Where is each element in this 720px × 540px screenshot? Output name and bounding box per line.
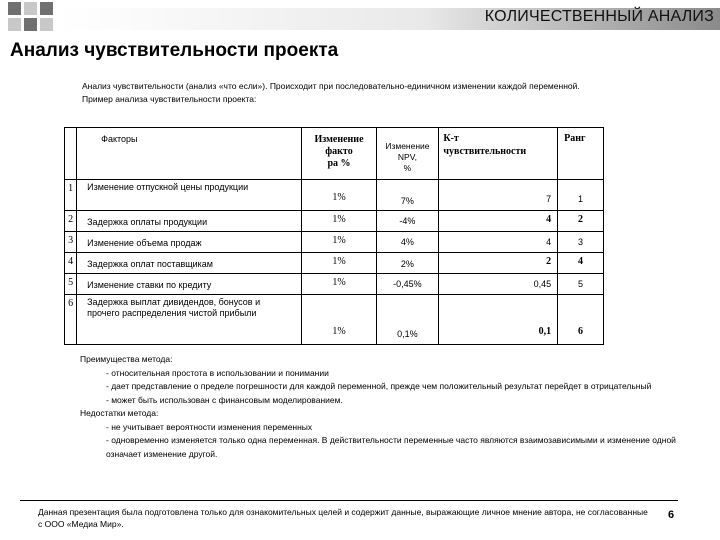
disadvantages-title: Недостатки метода: xyxy=(80,408,159,418)
table-row xyxy=(65,253,604,274)
row-npv-change: 0,1% xyxy=(376,295,439,345)
row-num: 3 xyxy=(65,232,77,253)
header-change-line-2: факто xyxy=(325,146,353,157)
row-factor-change: 1% xyxy=(302,295,376,345)
corner-squares-logo xyxy=(0,0,60,32)
row-rank: 3 xyxy=(558,232,604,253)
header-coef-line-2: чувствительности xyxy=(443,146,527,157)
row-factor: Изменение объема продаж xyxy=(77,232,302,253)
header-factors: Факторы xyxy=(77,128,302,180)
footer-divider xyxy=(20,500,678,501)
page-number: 6 xyxy=(668,509,675,521)
table-row xyxy=(65,180,604,211)
intro-text xyxy=(82,80,580,106)
row-num: 6 xyxy=(65,295,77,345)
table-row xyxy=(65,211,604,232)
section-title: КОЛИЧЕСТВЕННЫЙ АНАЛИЗ xyxy=(484,8,714,25)
method-notes xyxy=(80,353,696,461)
header-factor-change xyxy=(302,128,376,180)
row-rank: 1 xyxy=(558,180,604,211)
row-factor-change: 1% xyxy=(302,253,376,274)
table-header-row xyxy=(65,128,604,180)
row-coef: 0,45 xyxy=(439,274,558,295)
intro-line-1: Анализ чувствительности (анализ «что если»). Происходит при последовательно-единичном изменении каждой переменной. xyxy=(82,81,580,91)
row-factor-change: 1% xyxy=(302,211,376,232)
row-num: 2 xyxy=(65,211,77,232)
header-change-line-3: ра % xyxy=(327,158,351,169)
row-factor: Изменение ставки по кредиту xyxy=(77,274,302,295)
row-rank: 4 xyxy=(558,253,604,274)
advantage-item: - может быть использован с финансовым моделированием. xyxy=(106,394,343,405)
disadvantage-item: - одновременно изменяется только одна переменная. В действительности переменные часто являются взаимозависимыми и изменение одной означает изменение другой. xyxy=(106,435,676,459)
header-npv-line-2: NPV, xyxy=(397,152,417,162)
header-npv-line-3: % xyxy=(403,163,412,173)
row-factor: Изменение отпускной цены продукции xyxy=(77,180,302,211)
advantage-item: - дает представление о пределе погрешности для каждой переменной, прежде чем положительный результат перейдет в отрицательный xyxy=(106,381,652,391)
row-coef: 4 xyxy=(439,232,558,253)
header-npv-change xyxy=(376,128,439,180)
row-rank: 5 xyxy=(558,274,604,295)
row-npv-change: 2% xyxy=(376,253,439,274)
disadvantage-item: - не учитывает вероятности изменения переменных xyxy=(106,421,313,432)
row-factor-change: 1% xyxy=(302,180,376,211)
row-num: 5 xyxy=(65,274,77,295)
header-num-cell xyxy=(65,128,77,180)
table-row xyxy=(65,274,604,295)
intro-line-2: Пример анализа чувствительности проекта: xyxy=(82,94,257,104)
row-npv-change: 7% xyxy=(376,180,439,211)
row-rank: 6 xyxy=(558,295,604,345)
header-coef-line-1: К-т xyxy=(443,133,459,144)
row-factor-change: 1% xyxy=(302,232,376,253)
header-change-line-1: Изменение xyxy=(314,134,364,145)
row-coef: 7 xyxy=(439,180,558,211)
row-rank: 2 xyxy=(558,211,604,232)
row-num: 1 xyxy=(65,180,77,211)
header-sensitivity-coef xyxy=(439,128,558,180)
row-factor: Задержка оплат поставщикам xyxy=(77,253,302,274)
row-coef: 4 xyxy=(439,211,558,232)
advantage-item: - относительная простота в использовании и понимании xyxy=(106,367,329,378)
header-npv-line-1: Изменение xyxy=(385,141,430,151)
footer-disclaimer: Данная презентация была подготовлена только для ознакомительных целей и содержит данные, выражающие личное мнение автора, не согласованные с ООО «Медиа Мир». xyxy=(38,507,648,529)
row-factor: Задержка выплат дивидендов, бонусов и прочего распределения чистой прибыли xyxy=(77,295,302,345)
table-row xyxy=(65,295,604,345)
row-coef: 0,1 xyxy=(439,295,558,345)
header-rank: Ранг xyxy=(558,128,604,180)
row-factor-change: 1% xyxy=(302,274,376,295)
sensitivity-table xyxy=(64,127,604,345)
row-num: 4 xyxy=(65,253,77,274)
advantages-title: Преимущества метода: xyxy=(80,354,173,364)
table-row xyxy=(65,232,604,253)
row-coef: 2 xyxy=(439,253,558,274)
row-npv-change: 4% xyxy=(376,232,439,253)
row-npv-change: -4% xyxy=(376,211,439,232)
page-title: Анализ чувствительности проекта xyxy=(10,40,339,61)
row-factor: Задержка оплаты продукции xyxy=(77,211,302,232)
row-npv-change: -0,45% xyxy=(376,274,439,295)
